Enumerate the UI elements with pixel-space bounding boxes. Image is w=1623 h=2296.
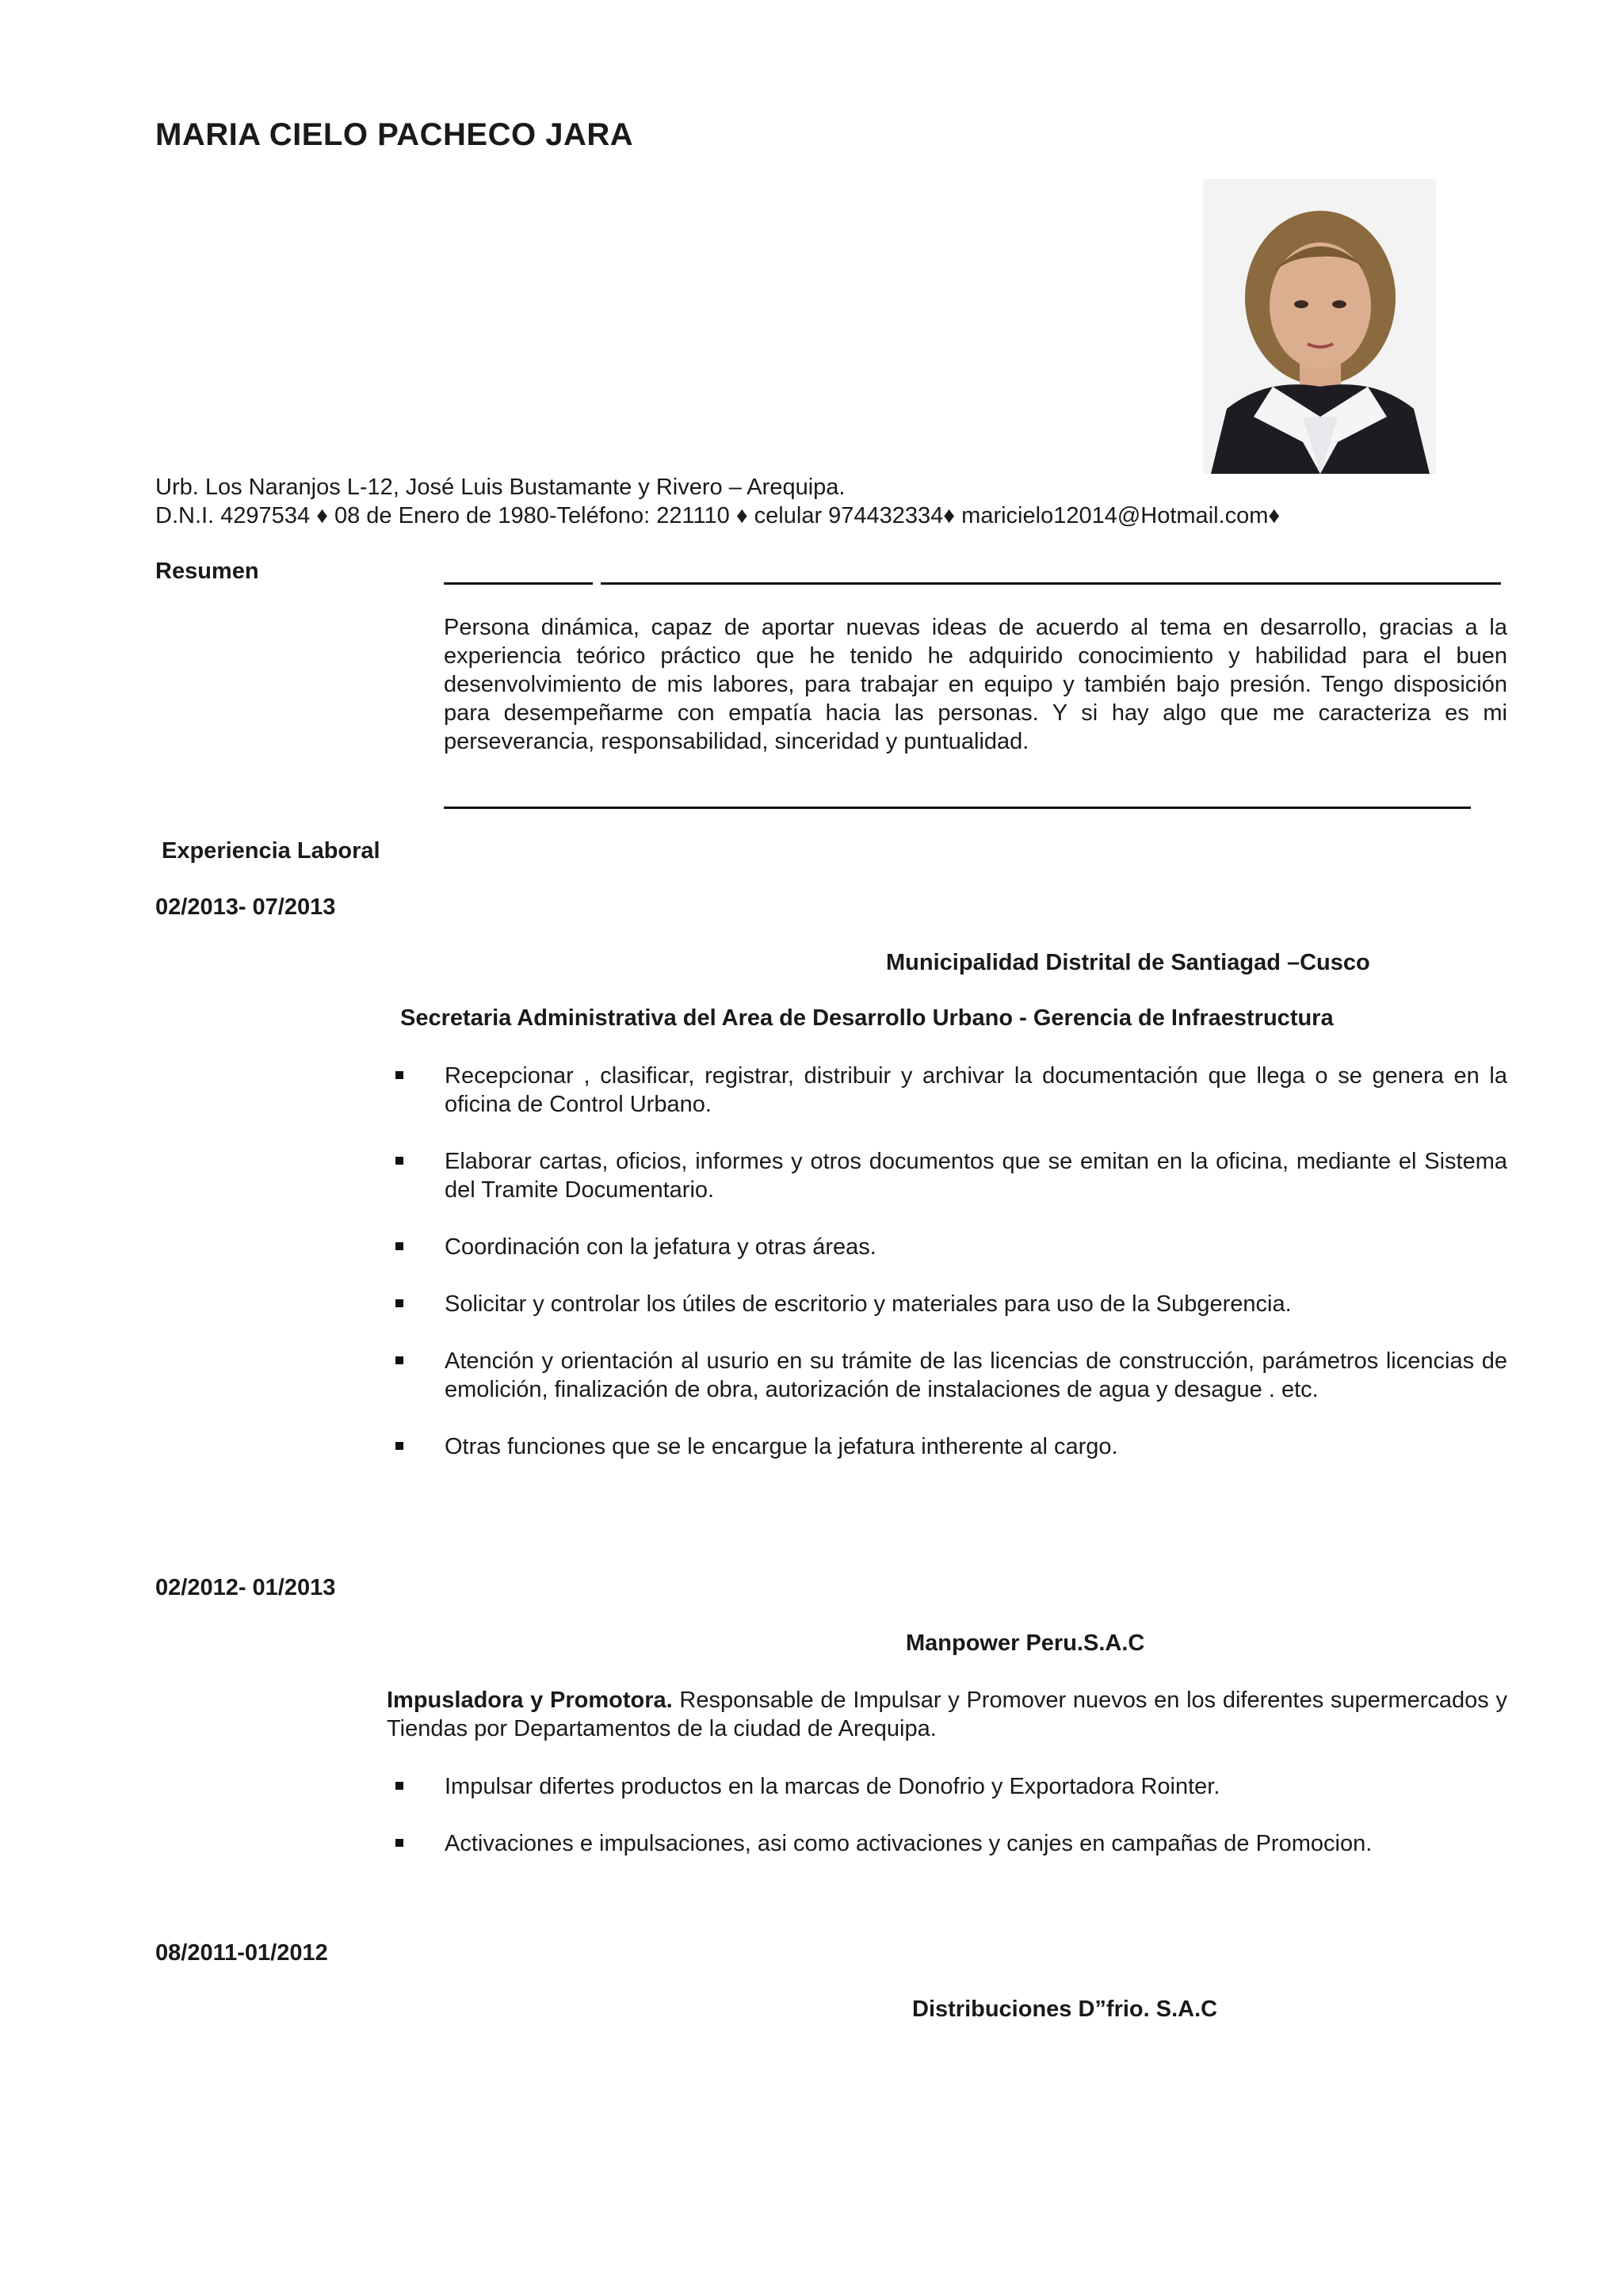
candidate-name: MARIA CIELO PACHECO JARA — [155, 117, 634, 152]
job-2-role-description: Responsable de Impulsar y Promover nuevos en los diferentes supermercados y Tiendas por Departamentos de la ciudad de Arequipa. — [387, 1688, 1508, 1741]
profile-photo — [1203, 179, 1436, 474]
job-2-duties — [395, 1772, 1507, 1858]
job-2-role — [387, 1686, 1507, 1743]
summary-top-rule-long — [601, 582, 1501, 585]
job-1-company: Municipalidad Distrital de Santiagad –Cusco — [886, 950, 1370, 975]
list-item: Otras funciones que se le encargue la jefatura intherente al cargo. — [395, 1432, 1507, 1461]
list-item: Elaborar cartas, oficios, informes y otros documentos que se emitan en la oficina, mediante el Sistema del Tramite Documentario. — [395, 1147, 1507, 1204]
summary-text: Persona dinámica, capaz de aportar nuevas ideas de acuerdo al tema en desarrollo, gracias a la experiencia teórico práctico que he tenido he adquirido conocimiento y habilidad para el buen desenvolvimiento de mis labores, para trabajar en equipo y también bajo presión. Tengo disposición para desempeñarme con empatía hacia las personas. Y si hay algo que me caracteriza es mi perseverancia, responsabilidad, sinceridad y puntualidad. — [444, 615, 1507, 754]
list-item: Solicitar y controlar los útiles de escritorio y materiales para uso de la Subgerencia. — [395, 1290, 1507, 1318]
job-2-role-title: Impusladora y Promotora. — [387, 1688, 673, 1713]
summary-heading: Resumen — [155, 559, 259, 584]
list-item: Recepcionar , clasificar, registrar, distribuir y archivar la documentación que llega o se genera en la oficina de Control Urbano. — [395, 1062, 1507, 1119]
bullet-square-icon — [395, 1442, 403, 1450]
job-3-company: Distribuciones D”frio. S.A.C — [912, 1997, 1218, 2022]
job-3-dates: 08/2011-01/2012 — [155, 1940, 328, 1966]
bullet-square-icon — [395, 1782, 403, 1790]
job-2-dates: 02/2012- 01/2013 — [155, 1575, 336, 1600]
bullet-square-icon — [395, 1356, 403, 1364]
summary-top-rule-short — [444, 582, 593, 585]
job-2-company: Manpower Peru.S.A.C — [906, 1630, 1145, 1656]
list-item: Coordinación con la jefatura y otras áreas. — [395, 1233, 1507, 1261]
list-item: Activaciones e impulsaciones, asi como activaciones y canjes en campañas de Promocion. — [395, 1829, 1507, 1858]
summary-bottom-rule — [444, 807, 1471, 809]
bullet-square-icon — [395, 1839, 403, 1847]
experience-heading: Experiencia Laboral — [162, 838, 380, 864]
list-item: Impulsar difertes productos en la marcas de Donofrio y Exportadora Rointer. — [395, 1772, 1507, 1801]
portrait-image — [1203, 179, 1436, 474]
bullet-square-icon — [395, 1242, 403, 1250]
job-1-role: Secretaria Administrativa del Area de Desarrollo Urbano - Gerencia de Infraestructura — [400, 1005, 1334, 1031]
list-item: Atención y orientación al usurio en su trámite de las licencias de construcción, parámetros licencias de emolición, finalización de obra, autorización de instalaciones de agua y desague . etc. — [395, 1347, 1507, 1404]
address-line: Urb. Los Naranjos L-12, José Luis Bustamante y Rivero – Arequipa. — [155, 475, 846, 500]
bullet-square-icon — [395, 1299, 403, 1307]
contact-line: D.N.I. 4297534 ♦ 08 de Enero de 1980-Teléfono: 221110 ♦ celular 974432334♦ maricielo12014@Hotmail.com♦ — [155, 503, 1281, 528]
job-1-dates: 02/2013- 07/2013 — [155, 894, 336, 920]
job-1-duties — [395, 1062, 1507, 1461]
bullet-square-icon — [395, 1157, 403, 1165]
bullet-square-icon — [395, 1071, 403, 1079]
